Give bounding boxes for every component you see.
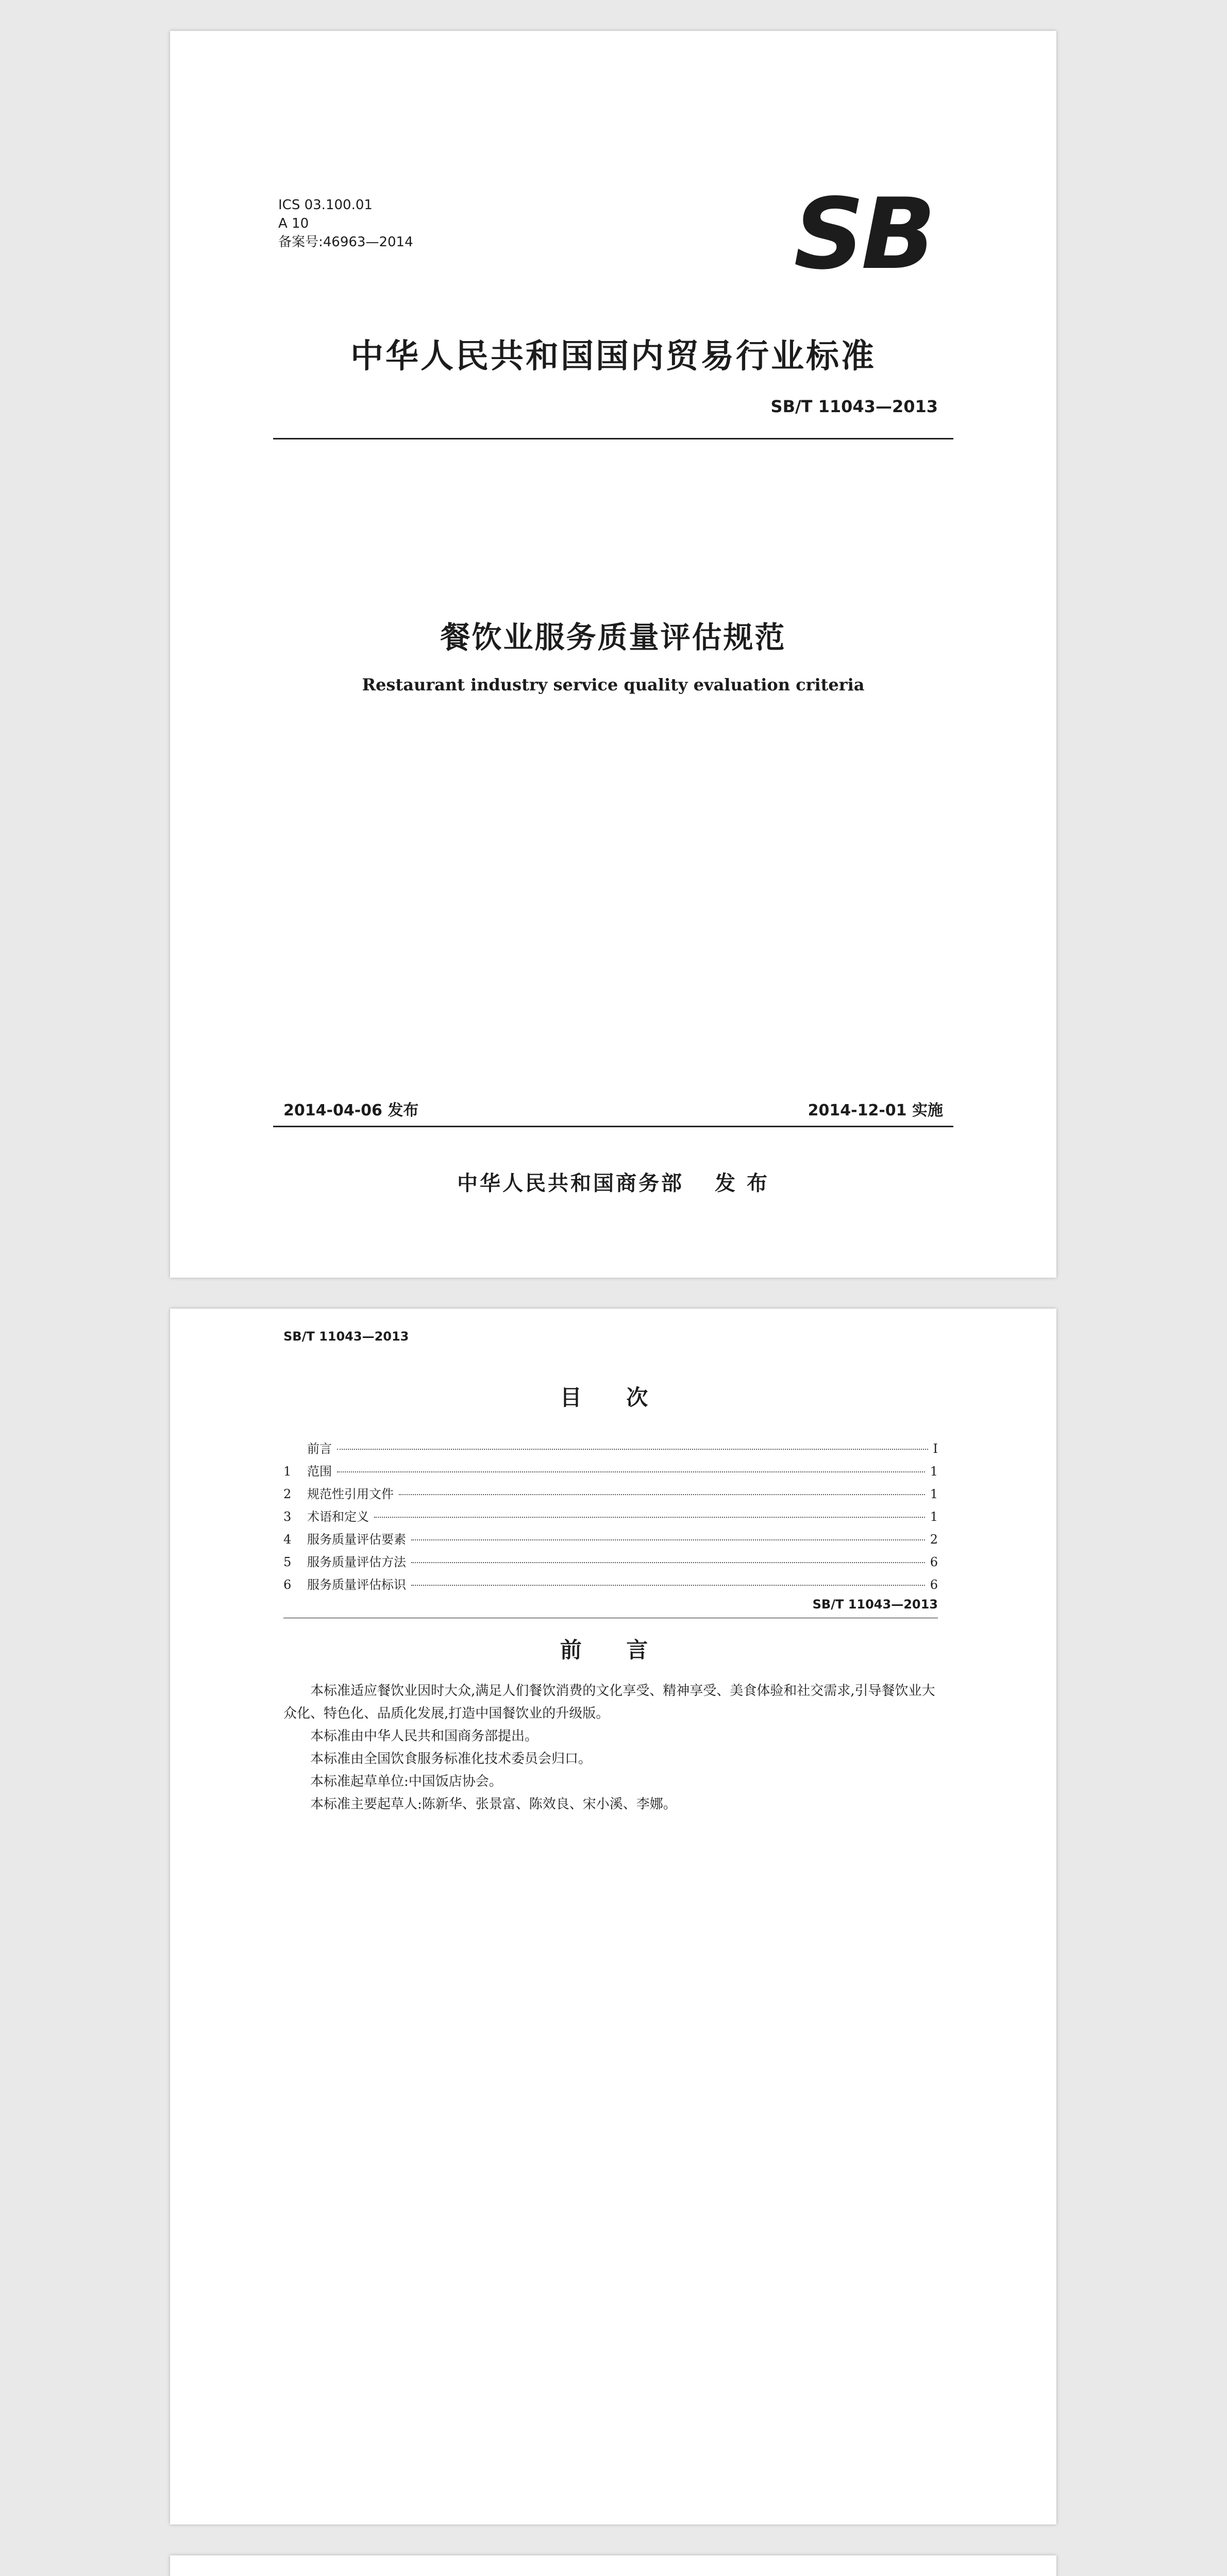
- ics-code: ICS 03.100.01: [278, 197, 373, 213]
- toc-item-label: 前言: [307, 1442, 332, 1456]
- toc-item[interactable]: [283, 1528, 938, 1551]
- publish-date: 2014-04-06 发布: [283, 1101, 419, 1120]
- foreword-paragraph: 本标准起草单位:中国饭店协会。: [310, 1774, 502, 1789]
- issuer-name: 中华人民共和国商务部: [457, 1172, 684, 1195]
- toc-item-page: 2: [930, 1532, 938, 1547]
- toc-leader-dots: [374, 1517, 925, 1518]
- cover-top-rule: [273, 438, 953, 439]
- toc-item-page: Ⅰ: [933, 1442, 938, 1456]
- toc-item-label: 术语和定义: [307, 1510, 369, 1524]
- toc-item-page: 6: [930, 1555, 938, 1569]
- toc-item-page: 1: [930, 1487, 938, 1501]
- toc-item-number: 6: [283, 1578, 292, 1592]
- foreword-paragraph: 本标准由全国饮食服务标准化技术委员会归口。: [310, 1751, 592, 1767]
- toc-item-page: 6: [930, 1578, 938, 1592]
- cover-bottom-rule: [273, 1126, 953, 1127]
- foreword-paragraph: 本标准由中华人民共和国商务部提出。: [310, 1728, 539, 1744]
- running-header: SB/T 11043—2013: [283, 1329, 409, 1344]
- issuer-action: 发 布: [715, 1172, 769, 1195]
- toc-item-label: 服务质量评估标识: [307, 1578, 406, 1592]
- issuer: [170, 1167, 1056, 1196]
- toc-item-number: 5: [283, 1555, 292, 1569]
- toc-item-label: 范围: [307, 1464, 332, 1479]
- foreword-text: [283, 1680, 938, 1816]
- sb-logo: SB: [794, 177, 933, 291]
- toc-item[interactable]: [283, 1483, 938, 1505]
- toc-item-number: 3: [283, 1510, 292, 1524]
- toc-leader-dots: [411, 1562, 925, 1563]
- record-number: 备案号:46963—2014: [278, 234, 413, 250]
- toc-item-page: 1: [930, 1464, 938, 1479]
- toc-leader-dots: [337, 1449, 928, 1450]
- body-page: [170, 2555, 1056, 2576]
- table-of-contents: [283, 1437, 938, 1596]
- foreword-paragraph: 本标准适应餐饮业因时大众,满足人们餐饮消费的文化享受、精神享受、美食体验和社交需求,引导餐饮业大众化、特色化、品质化发展,打造中国餐饮业的升级版。: [283, 1683, 935, 1721]
- toc-item-page: 1: [930, 1510, 938, 1524]
- classification-block: [278, 196, 413, 251]
- toc-item-label: 规范性引用文件: [307, 1487, 394, 1501]
- toc-item-number: 4: [283, 1532, 292, 1547]
- document-title-en: Restaurant industry service quality evaluation criteria: [362, 675, 865, 694]
- toc-leader-dots: [399, 1494, 925, 1495]
- toc-item[interactable]: [283, 1505, 938, 1528]
- toc-item[interactable]: [283, 1460, 938, 1483]
- toc-leader-dots: [337, 1471, 925, 1472]
- implement-date: 2014-12-01 实施: [808, 1101, 943, 1120]
- standard-category: 中华人民共和国国内贸易行业标准: [350, 337, 876, 376]
- toc-item-number: 1: [283, 1464, 292, 1479]
- foreword-title: 前 言: [560, 1637, 667, 1663]
- cover-page: [170, 31, 1056, 1278]
- toc-item-number: 2: [283, 1487, 292, 1501]
- toc-item-label: 服务质量评估方法: [307, 1555, 406, 1569]
- toc-item[interactable]: [283, 1551, 938, 1573]
- document-title: 餐饮业服务质量评估规范: [440, 620, 786, 655]
- toc-leader-dots: [411, 1539, 925, 1540]
- toc-item[interactable]: [283, 1437, 938, 1460]
- running-header-right: SB/T 11043—2013: [812, 1597, 938, 1612]
- toc-leader-dots: [411, 1585, 925, 1586]
- toc-item[interactable]: [283, 1573, 938, 1596]
- toc-page: [170, 1309, 1056, 2524]
- standard-code: SB/T 11043—2013: [770, 397, 938, 416]
- ccs-code: A 10: [278, 216, 309, 231]
- foreword-paragraph: 本标准主要起草人:陈新华、张景富、陈效良、宋小溪、李娜。: [310, 1797, 677, 1812]
- toc-title: 目 次: [560, 1385, 667, 1410]
- toc-item-label: 服务质量评估要素: [307, 1532, 406, 1547]
